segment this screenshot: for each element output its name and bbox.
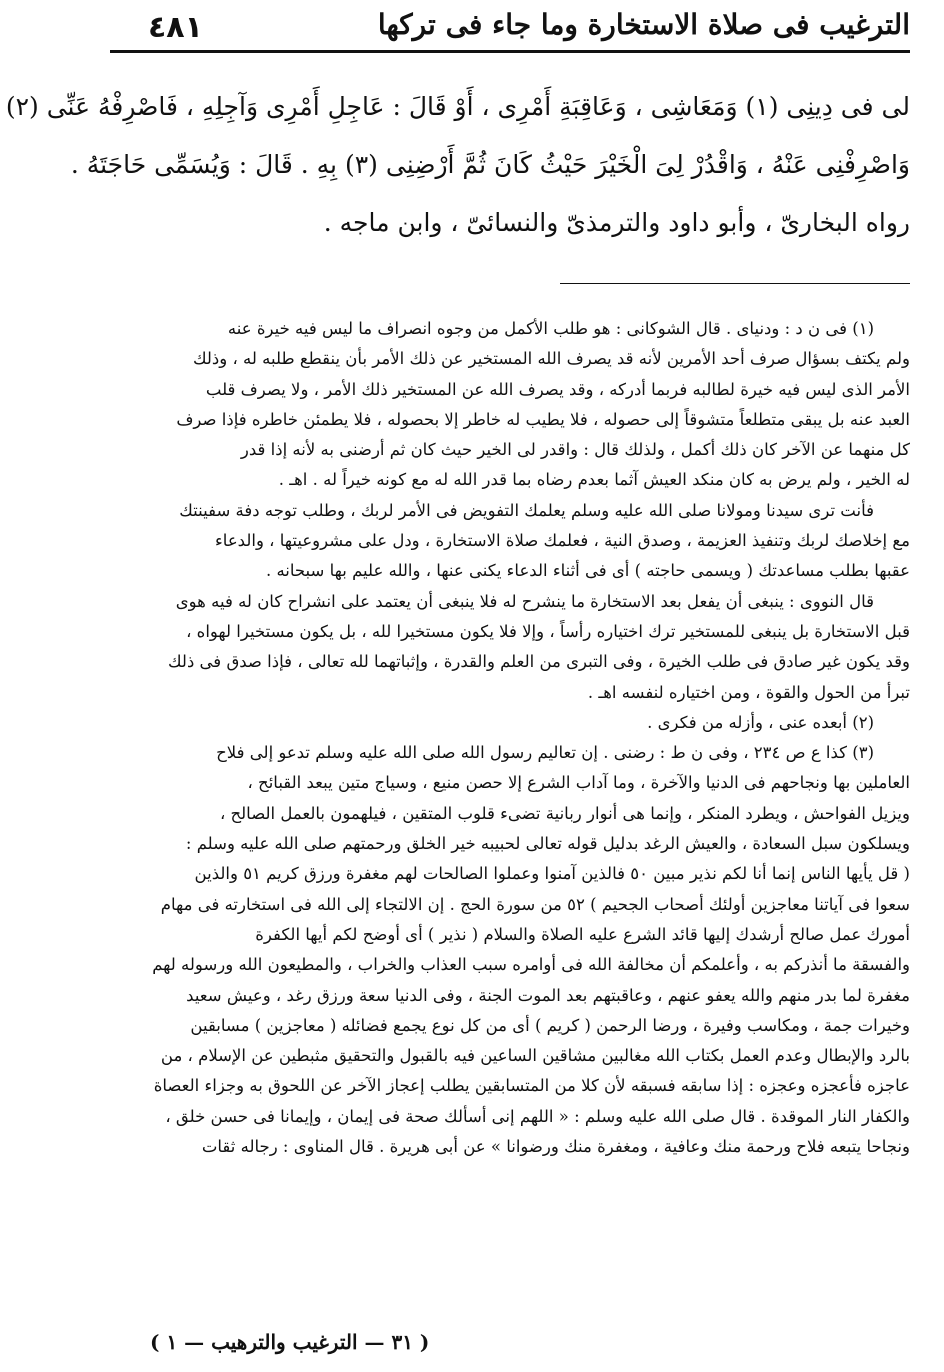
footnote-line: والفسقة ما أنذركم به ، وأعلمكم أن مخالفة الله فى أوامره سبب العذاب والخراب ، والمطيعون الله ورسوله لهم (152, 955, 910, 975)
footnote-line: العبد عنه بل يبقى متطلعاً متشوقاً إلى حصوله ، فلا يطيب له خاطر إلا بحصوله ، فلا يطمئن خاطره فإذا صرف (176, 409, 910, 429)
running-title: الترغيب فى صلاة الاستخارة وما جاء فى تركها (377, 8, 910, 41)
footnote-line: الأمر الذى ليس فيه خيرة لطالبه فربما أدركه ، وقد يصرف الله عن المستخير ذلك الأمر ، ولا يصرف قلب (205, 379, 910, 399)
footnote-line: عاجزه فأعجزه وعجزه : إذا سابقه فسبقه لأن كلا من المتسابقين يطلب إعجاز الآخر عن اللحوق به وجزاء العصاة (153, 1076, 910, 1096)
page-number: ٤٨١ (148, 10, 203, 45)
footnote-line: له الخير ، ولم يرض به كان منكد العيش آثما بعدم رضاه بما قدر الله له مع كونه خيراً له . اهـ . (278, 470, 910, 490)
page-header (110, 8, 910, 48)
footnote-paragraph-start: قال النووى : ينبغى أن يفعل بعد الاستخارة ما ينشرح له فلا ينبغى أن يعتمد على انشراح كان له فيه هوى (175, 591, 874, 611)
footnote-separator (560, 283, 910, 284)
footnote-line: تبرأ من الحول والقوة ، ومن اختياره لنفسه اهـ . (587, 682, 910, 702)
signature-mark: ( ٣١ — الترغيب والترهيب — ١ ) (150, 1330, 430, 1354)
header-rule (110, 50, 910, 53)
footnote-line: بالرد والإبطال وعدم العمل بكتاب الله مغالبين مشاقين الساعين فيه بالقبول والتحقيق مثبطين عن الإسلام ، من (160, 1046, 910, 1066)
footnote-2: (٢) أبعده عنى ، وأزله من فكرى . (647, 712, 874, 732)
footnote-line: كل منهما عن الآخر كان ذلك أكمل ، ولذلك قال : واقدر لى الخير حيث كان ثم أرضنى به لأنه إذا قدر (240, 440, 910, 460)
footnote-line: وقد يكون غير صادق فى طلب الخيرة ، وفى التبرى من العلم والقدرة ، وإثباتهما لله تعالى ، فإذا صدق فى ذلك (168, 652, 910, 672)
footnote-line: العاملين بها ونجاحهم فى الدنيا والآخرة ، وما آداب الشرع إلا حصن منيع ، وسياج متين يبعد القبائح ، (247, 773, 910, 793)
footnote-line: قبل الاستخارة بل ينبغى للمستخير ترك اختياره رأساً ، وإلا فلا يكون مستخيرا لله ، بل يكون مستخيرا لهواه ، (186, 621, 910, 641)
footnotes (110, 314, 910, 1162)
footnote-1-start: (١) فى ن د : ودنياى . قال الشوكانى : هو طلب الأكمل من وجوه انصراف ما ليس فيه خيرة عنه (227, 319, 874, 338)
footnote-line: ويزيل الفواحش ، ويطرد المنكر ، وإنما هى أنوار ربانية تضىء قلوب المتقين ، فيلهمون بالعمل الصالح ، (219, 803, 910, 823)
footnote-paragraph-start: فأنت ترى سيدنا ومولانا صلى الله عليه وسلم يعلمك التفويض فى الأمر لربك ، وطلب توجه دفة سفينتك (179, 500, 874, 520)
footnote-line: ( قل يأيها الناس إنما أنا لكم نذير مبين ٥٠ فالذين آمنوا وعملوا الصالحات لهم مغفرة ورزق كريم ٥١ والذين (194, 864, 910, 884)
footnote-3-start: (٣) كذا ع ص ٢٣٤ ، وفى ن ط : رضنى . إن تعاليم رسول الله صلى الله عليه وسلم تدعو إلى فلاح (216, 743, 874, 763)
footnote-line: ويسلكون سبل السعادة ، والعيش الرغد بدليل قوله تعالى لحبيبه خير الخلق ورحمتهم صلى الله عليه وسلم : (185, 834, 910, 854)
main-text-line: رواه البخارىّ ، وأبو داود والترمذىّ والنسائىّ ، وابن ماجه . (323, 208, 910, 237)
footnote-line: مع إخلاصك لربك وتنفيذ العزيمة ، وصدق النية ، فعلمك صلاة الاستخارة ، ودل على مشروعيتها ، والدعاء (215, 531, 910, 551)
footnote-line: والكفار النار الموقدة . قال صلى الله عليه وسلم : « اللهم إنى أسألك صحة فى إيمان ، وإيمانا فى حسن خلق ، (165, 1106, 910, 1126)
footnote-line: أمورك عمل صالح أرشدك إليها قائد الشرع عليه الصلاة والسلام ( نذير ) أى أوضح لكم أيها الكفرة (255, 924, 910, 944)
footnote-line: سعوا فى آياتنا معاجزين أولئك أصحاب الجحيم ) ٥٢ من سورة الحج . إن الالتجاء إلى الله فى استخارته فى مهام (160, 894, 910, 914)
footnote-line: ولم يكتف بسؤال صرف أحد الأمرين لأنه قد يصرف الله المستخير عن ذلك الأمر بأن ينقطع طلبه له ، وذلك (192, 349, 910, 369)
main-text (5, 78, 910, 252)
main-text-line: وَاصْرِفْنِى عَنْهُ ، وَاقْدُرْ لِىَ الْخَيْرَ حَيْثُ كَانَ ثُمَّ أَرْضِنِى (٣) بِهِ . قَالَ : وَيُسَمِّى حَاجَتَهُ . (70, 150, 910, 179)
footnote-line: وخيرات جمة ، ومكاسب وفيرة ، ورضا الرحمن ( كريم ) أى من كل نوع يجمع فضائله ( معاجزين ) مسابقين (190, 1015, 910, 1035)
footnote-line: ونجاحا يتبعه فلاح ورحمة منك وعافية ، ومغفرة منك ورضوانا » عن أبى هريرة . قال المناوى : رجاله ثقات (201, 1137, 910, 1157)
footnote-line: عقبها بطلب مساعدتك ( ويسمى حاجته ) أى فى أثناء الدعاء يكنى عنها ، والله عليم بها سبحانه . (265, 561, 910, 581)
footnote-line: مغفرة لما بدر منهم والله يعفو عنهم ، وعاقبتهم بعد الموت الجنة ، وفى الدنيا سعة ورزق رغد ، وعيش سعيد (186, 985, 910, 1005)
main-text-line: لى فى دِينِى (١) وَمَعَاشِى ، وَعَاقِبَةِ أَمْرِى ، أَوْ قَالَ : عَاجِلِ أَمْرِى وَآجِلِهِ ، فَاصْرِفْهُ عَنِّى (٢) (5, 92, 910, 121)
